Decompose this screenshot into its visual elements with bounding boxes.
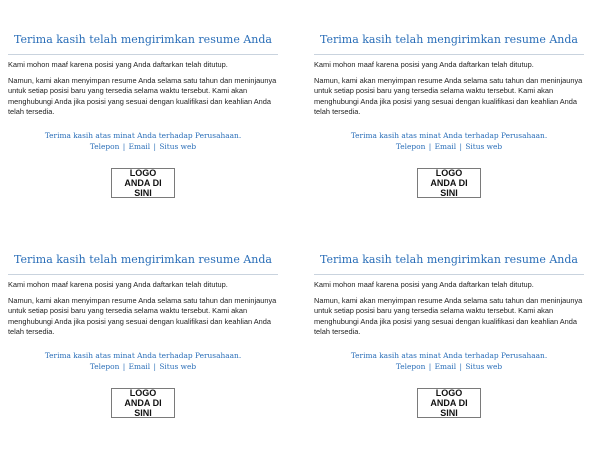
link-separator: | <box>122 141 126 151</box>
link-separator: | <box>153 361 156 371</box>
title-divider <box>8 54 278 55</box>
closed-position-text: Kami mohon maaf karena posisi yang Anda daftarkan telah ditutup. <box>8 60 228 69</box>
contact-links <box>8 141 278 152</box>
phone-link[interactable]: Telepon <box>395 361 426 371</box>
website-link[interactable]: Situs web <box>159 361 197 371</box>
rejection-card <box>314 240 584 418</box>
email-link[interactable]: Email <box>128 361 151 371</box>
logo-text: LOGO ANDA DI SINI <box>430 387 468 418</box>
link-separator: | <box>122 361 126 371</box>
title-divider <box>314 274 584 275</box>
email-link[interactable]: Email <box>434 361 457 371</box>
closed-position-text: Kami mohon maaf karena posisi yang Anda daftarkan telah ditutup. <box>314 280 534 289</box>
website-link[interactable]: Situs web <box>465 141 503 151</box>
resume-retention-text: Namun, kami akan menyimpan resume Anda selama satu tahun dan meninjaunya untuk setiap posisi baru yang tersedia selama waktu tersebut. Kami akan menghubungi Anda jika posisi yang sesuai dengan kualifikasi dan keahlian Anda telah tersedia. <box>314 75 583 116</box>
phone-link[interactable]: Telepon <box>89 141 120 151</box>
phone-link[interactable]: Telepon <box>395 141 426 151</box>
phone-link[interactable]: Telepon <box>89 361 120 371</box>
logo-placeholder <box>417 388 481 418</box>
contact-links <box>8 361 278 372</box>
website-link[interactable]: Situs web <box>159 141 197 151</box>
thanks-line: Terima kasih atas minat Anda terhadap Perusahaan. <box>350 130 548 140</box>
link-separator: | <box>428 361 432 371</box>
link-separator: | <box>153 141 156 151</box>
resume-retention-text: Namun, kami akan menyimpan resume Anda selama satu tahun dan meninjaunya untuk setiap posisi baru yang tersedia selama waktu tersebut. Kami akan menghubungi Anda jika posisi yang sesuai dengan kualifikasi dan keahlian Anda telah tersedia. <box>8 75 277 116</box>
logo-text: LOGO ANDA DI SINI <box>124 167 162 198</box>
logo-placeholder <box>111 168 175 198</box>
card-title: Terima kasih telah mengirimkan resume Anda <box>14 33 272 46</box>
thanks-line: Terima kasih atas minat Anda terhadap Perusahaan. <box>44 350 242 360</box>
logo-text: LOGO ANDA DI SINI <box>430 167 468 198</box>
resume-retention-text: Namun, kami akan menyimpan resume Anda selama satu tahun dan meninjaunya untuk setiap posisi baru yang tersedia selama waktu tersebut. Kami akan menghubungi Anda jika posisi yang sesuai dengan kualifikasi dan keahlian Anda telah tersedia. <box>8 295 277 336</box>
rejection-card <box>314 20 584 198</box>
rejection-card <box>8 20 278 198</box>
title-divider <box>8 274 278 275</box>
title-divider <box>314 54 584 55</box>
logo-placeholder <box>417 168 481 198</box>
closed-position-text: Kami mohon maaf karena posisi yang Anda daftarkan telah ditutup. <box>314 60 534 69</box>
thanks-line: Terima kasih atas minat Anda terhadap Perusahaan. <box>44 130 242 140</box>
rejection-card <box>8 240 278 418</box>
card-title: Terima kasih telah mengirimkan resume Anda <box>320 33 578 46</box>
link-separator: | <box>459 141 462 151</box>
closed-position-text: Kami mohon maaf karena posisi yang Anda daftarkan telah ditutup. <box>8 280 228 289</box>
email-link[interactable]: Email <box>128 141 151 151</box>
contact-links <box>314 361 584 372</box>
resume-retention-text: Namun, kami akan menyimpan resume Anda selama satu tahun dan meninjaunya untuk setiap posisi baru yang tersedia selama waktu tersebut. Kami akan menghubungi Anda jika posisi yang sesuai dengan kualifikasi dan keahlian Anda telah tersedia. <box>314 295 583 336</box>
card-title: Terima kasih telah mengirimkan resume Anda <box>14 253 272 266</box>
website-link[interactable]: Situs web <box>465 361 503 371</box>
card-title: Terima kasih telah mengirimkan resume Anda <box>320 253 578 266</box>
link-separator: | <box>459 361 462 371</box>
email-link[interactable]: Email <box>434 141 457 151</box>
logo-placeholder <box>111 388 175 418</box>
thanks-line: Terima kasih atas minat Anda terhadap Perusahaan. <box>350 350 548 360</box>
contact-links <box>314 141 584 152</box>
link-separator: | <box>428 141 432 151</box>
logo-text: LOGO ANDA DI SINI <box>124 387 162 418</box>
